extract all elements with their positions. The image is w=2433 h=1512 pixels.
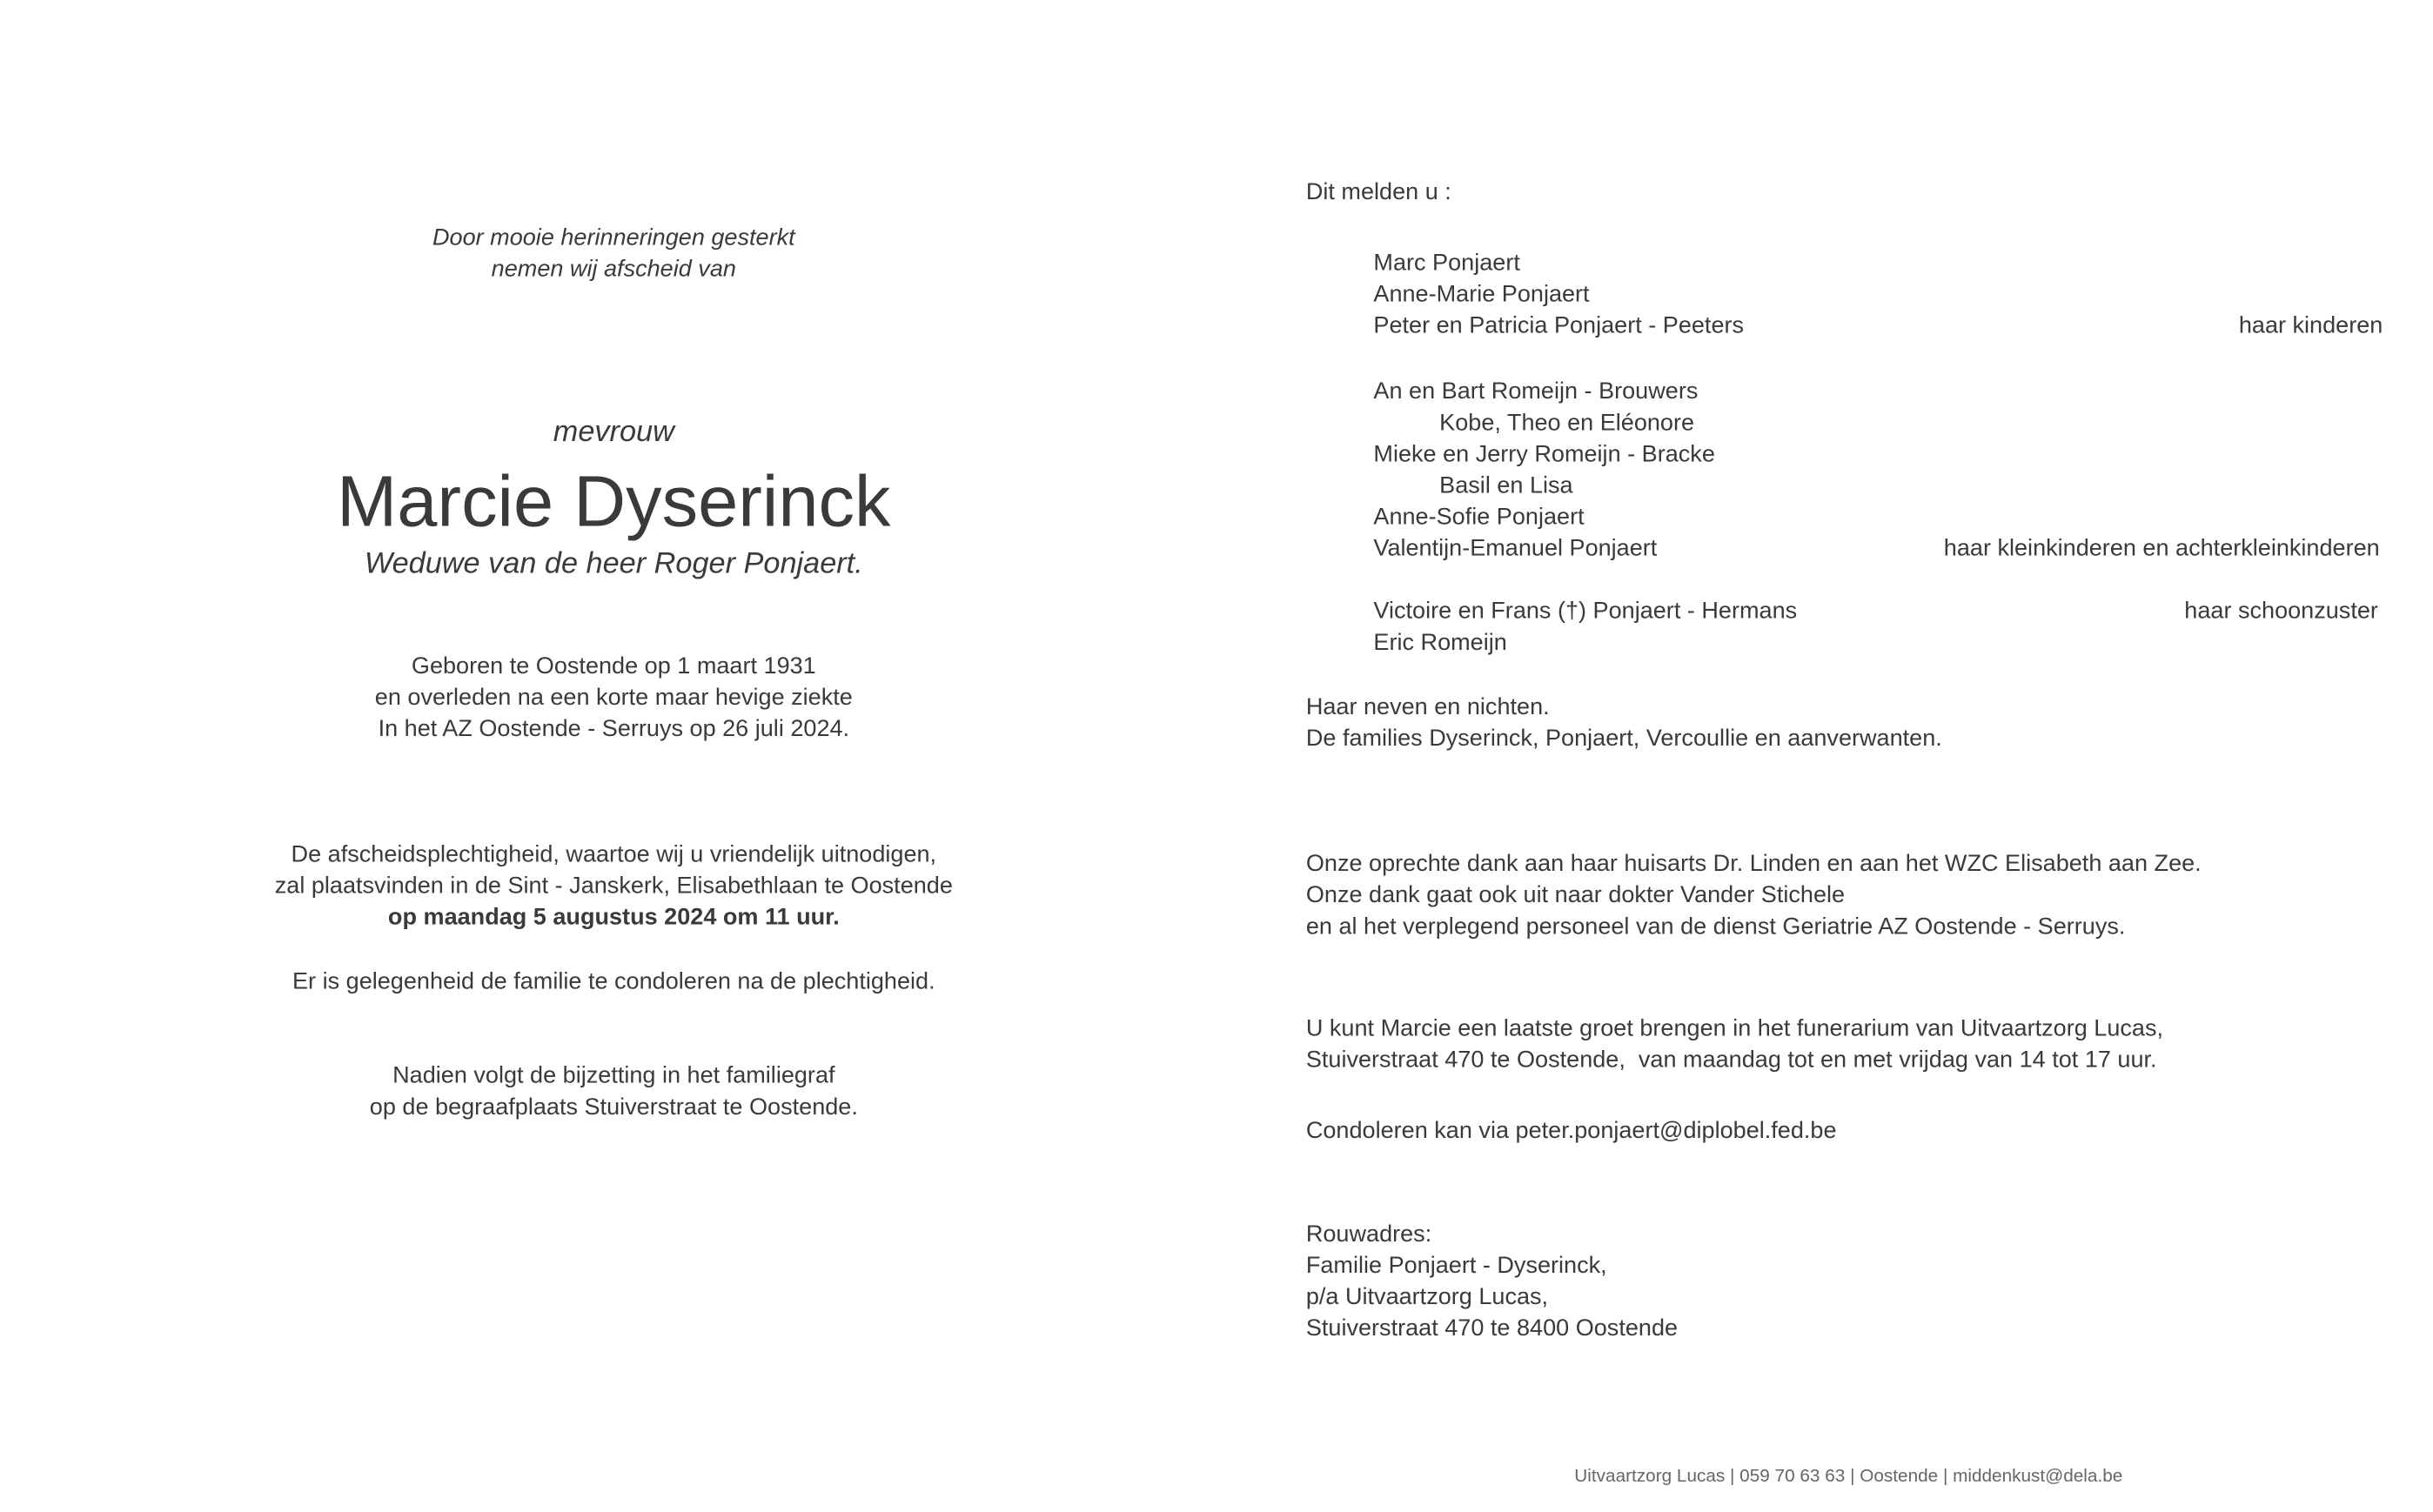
condolence-note: Er is gelegenheid de familie te condoleren na de plechtigheid. — [292, 968, 935, 995]
family-name: Anne-Marie Ponjaert — [1373, 280, 1590, 308]
visit-line: U kunt Marcie een laatste groet brengen in het funerarium van Uitvaartzorg Lucas, — [1305, 1015, 2163, 1042]
family-name: Valentijn-Emanuel Ponjaert — [1373, 535, 1658, 562]
birth-line: In het AZ Oostende - Serruys op 26 juli 2024. — [378, 715, 850, 743]
address-line: Rouwadres: — [1305, 1221, 1432, 1248]
relatives-line: De families Dyserinck, Ponjaert, Vercoullie en aanverwanten. — [1305, 725, 1942, 753]
condolences-prefix: Condoleren kan via — [1305, 1117, 1516, 1145]
honorific: mevrouw — [553, 416, 674, 449]
family-row — [1373, 533, 2379, 565]
thanks-line: Onze dank gaat ook uit naar dokter Vander Stichele — [1305, 881, 1846, 909]
family-row — [1373, 279, 2383, 311]
ceremony-line: De afscheidsplechtigheid, waartoe wij u vriendelijk uitnodigen, — [291, 840, 937, 868]
family-name: Mieke en Jerry Romeijn - Bracke — [1373, 440, 1715, 468]
family-name: Basil en Lisa — [1439, 472, 1573, 499]
ceremony-date: op maandag 5 augustus 2024 om 11 uur. — [387, 904, 840, 931]
condolences-line — [1306, 1116, 1837, 1147]
relation-label: haar kleinkinderen en achterkleinkinderen — [1943, 535, 2380, 562]
thanks-line: en al het verplegend personeel van de dienst Geriatrie AZ Oostende - Serruys. — [1305, 913, 2126, 940]
widow-of: Weduwe van de heer Roger Ponjaert. — [364, 547, 863, 581]
relation-label: haar kinderen — [2238, 311, 2383, 339]
family-row — [1373, 502, 2383, 533]
family-name: Anne-Sofie Ponjaert — [1373, 504, 1585, 531]
family-name: Marc Ponjaert — [1373, 249, 1520, 277]
family-name: An en Bart Romeijn - Brouwers — [1373, 378, 1699, 405]
family-row — [1373, 248, 2383, 279]
family-row — [1373, 311, 2383, 342]
family-name: Eric Romeijn — [1373, 629, 1507, 657]
address-line: Familie Ponjaert - Dyserinck, — [1305, 1252, 1607, 1280]
family-row — [1373, 471, 2433, 502]
burial-line: op de begraafplaats Stuiverstraat te Oostende. — [369, 1094, 858, 1121]
announcers-heading: Dit melden u : — [1305, 178, 1451, 206]
deceased-name: Marcie Dyserinck — [337, 459, 891, 542]
family-row — [1373, 439, 2383, 471]
intro-line: nemen wij afscheid van — [491, 256, 736, 283]
condolences-email[interactable]: peter.ponjaert@diplobel.fed.be — [1515, 1117, 1837, 1145]
family-row — [1373, 628, 2383, 659]
relatives-line: Haar neven en nichten. — [1305, 693, 1550, 720]
intro-line: Door mooie herinneringen gesterkt — [432, 224, 795, 251]
relation-label: haar schoonzuster — [2184, 598, 2378, 625]
address-line: p/a Uitvaartzorg Lucas, — [1305, 1283, 1549, 1311]
family-name: Peter en Patricia Ponjaert - Peeters — [1373, 311, 1745, 339]
family-name: Victoire en Frans (†) Ponjaert - Hermans — [1373, 598, 1798, 625]
birth-line: Geboren te Oostende op 1 maart 1931 — [411, 652, 816, 680]
footer-contact: Uitvaartzorg Lucas | 059 70 63 63 | Oostende | middenkust@dela.be — [1574, 1467, 2123, 1487]
ceremony-line: zal plaatsvinden in de Sint - Janskerk, Elisabethlaan te Oostende — [274, 872, 953, 900]
family-name: Kobe, Theo en Eléonore — [1439, 409, 1695, 437]
family-row — [1373, 377, 2383, 408]
visit-line: Stuiverstraat 470 te Oostende, van maandag tot en met vrijdag van 14 tot 17 uur. — [1305, 1047, 2157, 1074]
address-line: Stuiverstraat 470 te 8400 Oostende — [1305, 1315, 1679, 1342]
birth-line: en overleden na een korte maar hevige ziekte — [374, 684, 853, 712]
family-row — [1373, 596, 2377, 627]
family-row — [1373, 408, 2433, 439]
burial-line: Nadien volgt de bijzetting in het familiegraf — [392, 1062, 835, 1089]
thanks-line: Onze oprechte dank aan haar huisarts Dr. Linden en aan het WZC Elisabeth aan Zee. — [1305, 850, 2202, 878]
